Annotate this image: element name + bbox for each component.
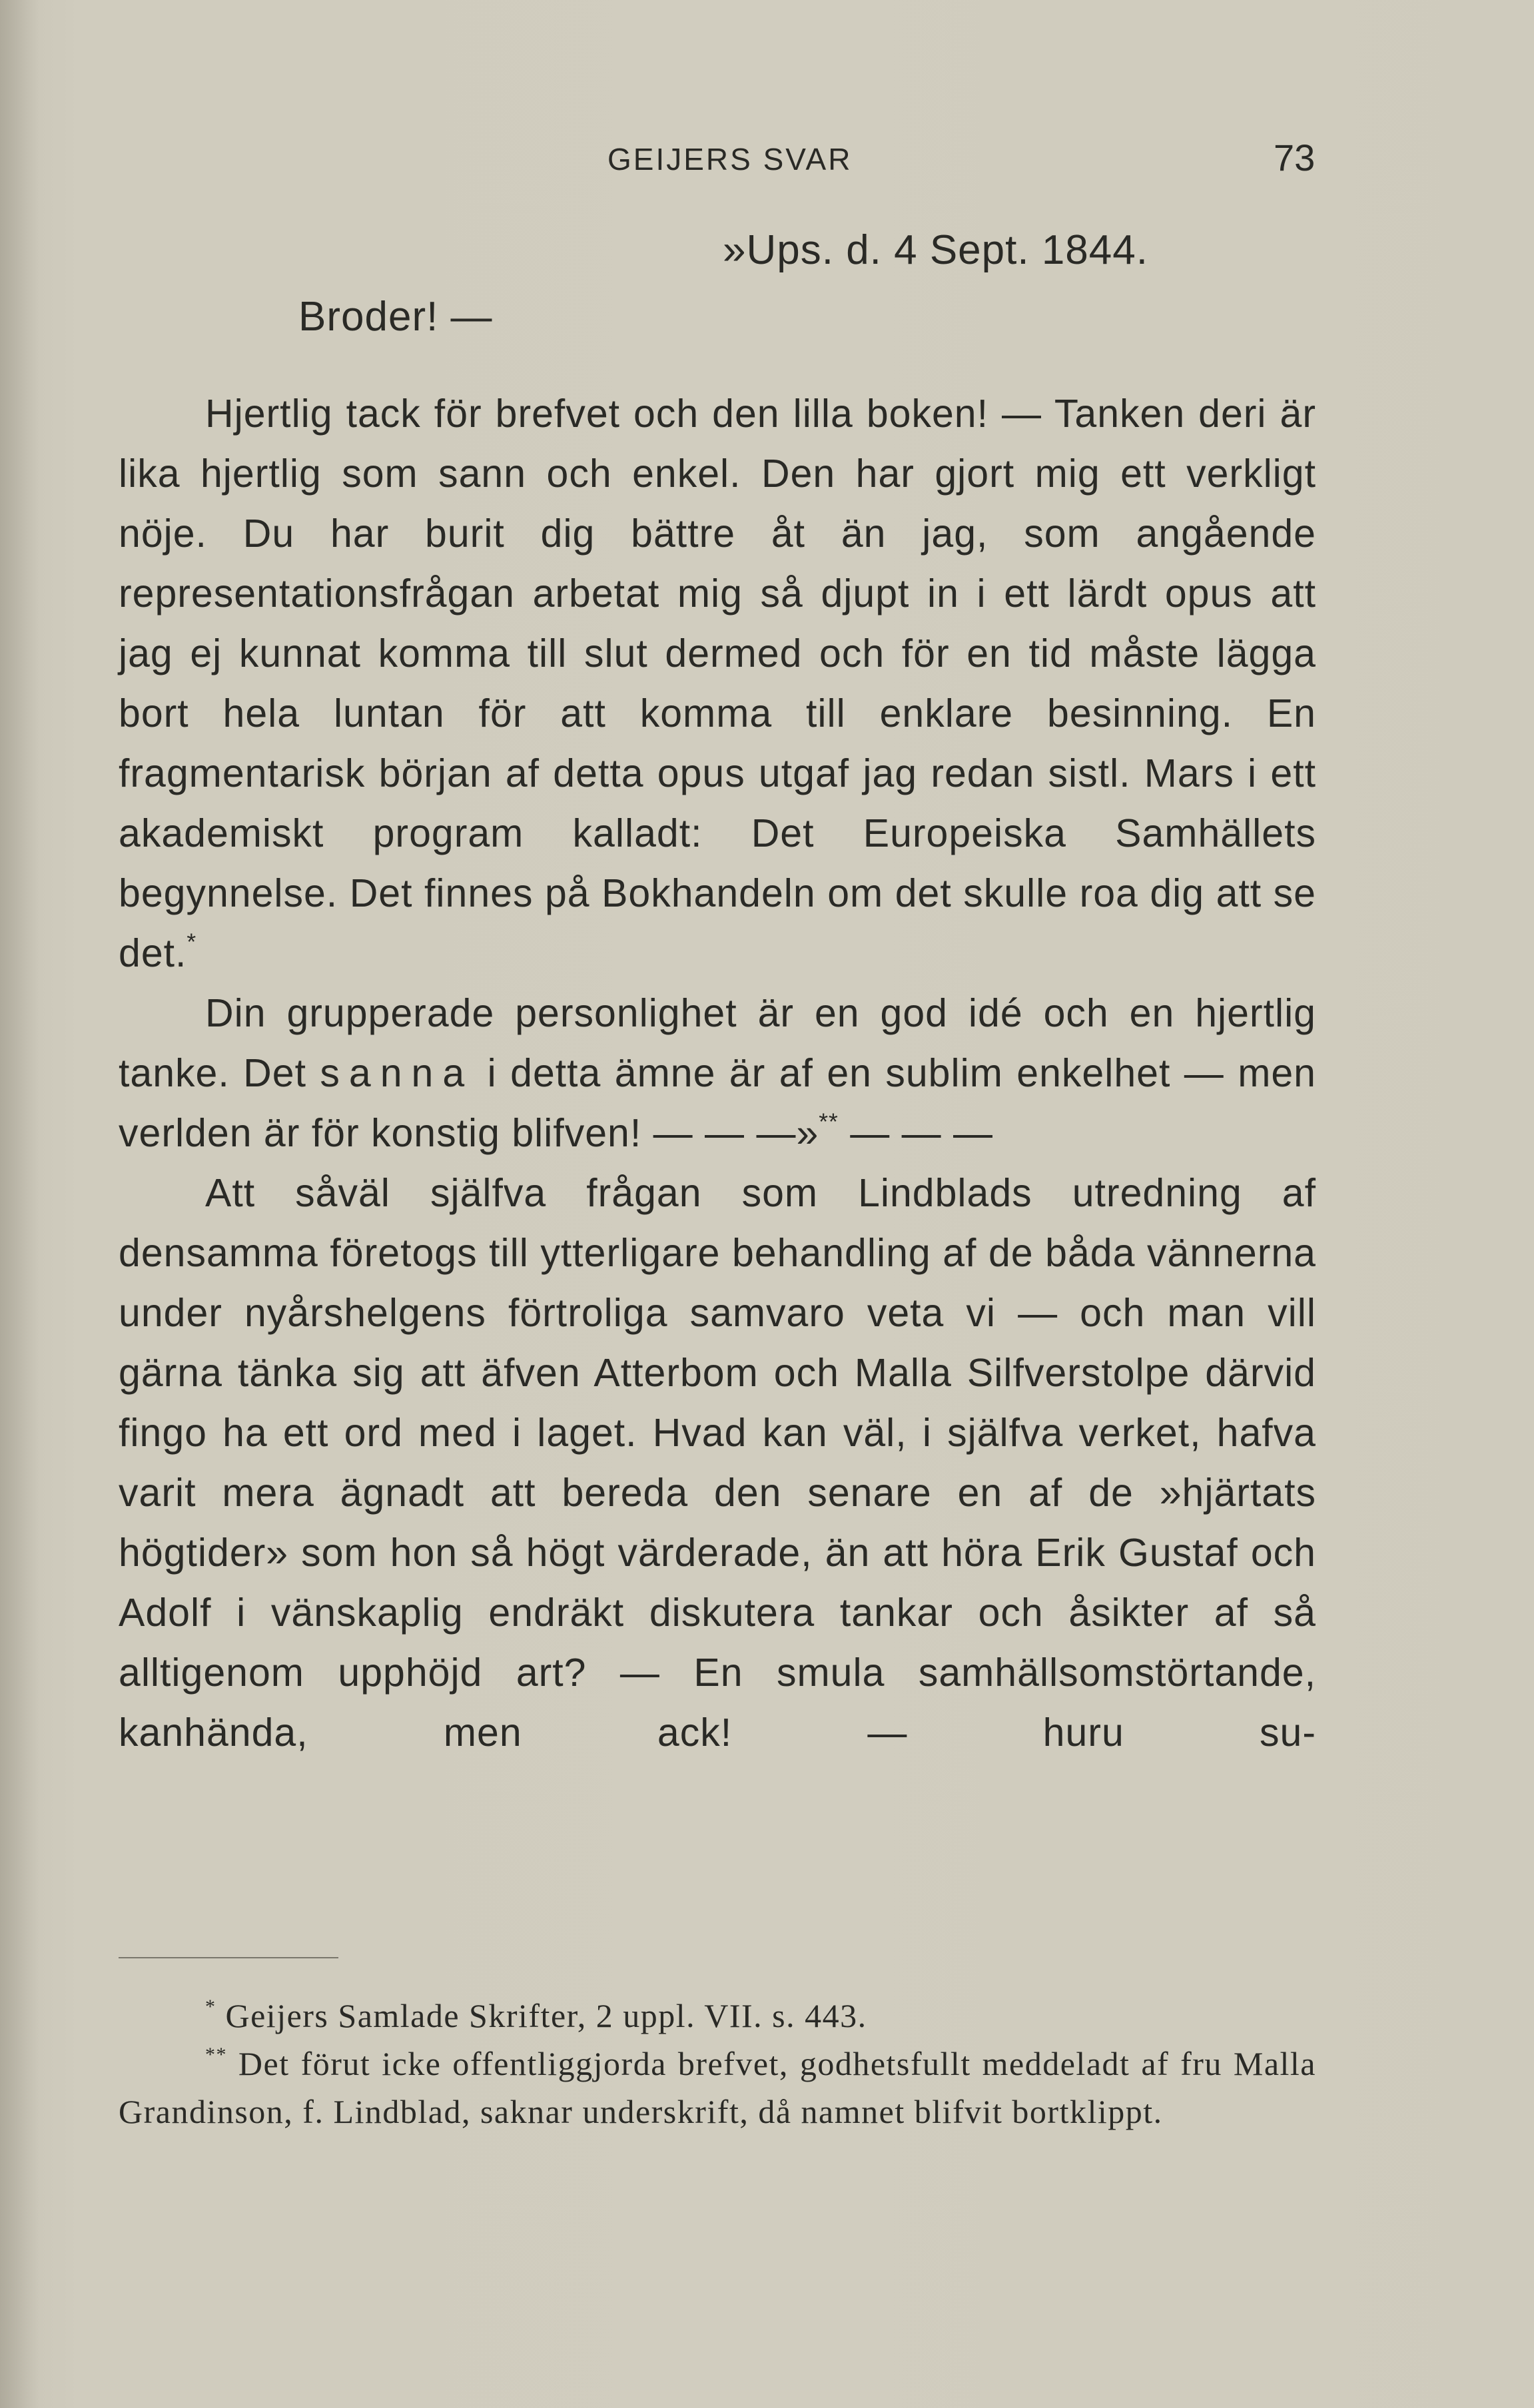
letter-paragraph-1 xyxy=(119,384,1316,983)
footnote-1-text: Geijers Samlade Skrifter, 2 uppl. VII. s. 443. xyxy=(216,1997,867,2034)
letter-paragraph-1-text: Hjertlig tack för brefvet och den lilla boken! — Tanken deri är lika hjertlig som sann och enkel. Den har gjort mig ett verkligt nöje. Du har burit dig bättre åt än jag, som angående representationsfrågan arbetat mig så djupt in i ett lärdt opus att jag ej kunnat komma till slut dermed och för en tid måste lägga bort hela luntan för att komma till enklare besinning. En fragmentarisk början af detta opus utgaf jag redan sistl. Mars i ett akademiskt program kalladt: Det Europeiska Samhällets begynnelse. Det finnes på Bokhandeln om det skulle roa dig att se det. xyxy=(119,392,1316,975)
commentary-paragraph xyxy=(119,1163,1316,1763)
letter-paragraph-2-before: Din grupperade personlighet är en god idé och en hjertlig tanke. Det xyxy=(119,991,1316,1095)
commentary-paragraph-text: Att såväl själfva frågan som Lindblads utredning af densamma företogs till ytterligare behandling af de båda vännerna under nyårshelgens förtroliga samvaro veta vi — och man vill gärna tänka sig att äfven Atterbom och Malla Silfverstolpe därvid fingo ha ett ord med i laget. Hvad kan väl, i själfva verket, hafva varit mera ägnadt att bereda den senare en af de »hjärtats högtider» som hon så högt värderade, än att höra Erik Gustaf och Adolf i vänskaplig endräkt diskutera tankar och åsikter af så alltigenom upphöjd art? — En smula samhällsomstörtande, kanhända, men ack! — huru su- xyxy=(119,1171,1316,1755)
page-number: 73 xyxy=(1274,137,1316,179)
running-head xyxy=(0,137,1534,181)
letter-paragraph-2 xyxy=(119,983,1316,1163)
footnotes xyxy=(119,1992,1316,2136)
letter-salutation: Broder! — xyxy=(298,294,493,340)
letter-paragraph-2-spaced-word: sanna xyxy=(320,1051,474,1095)
footnote-rule xyxy=(119,1957,338,1958)
running-title: GEIJERS SVAR xyxy=(607,142,853,177)
letter-paragraph-2-after: i detta ämne är af en sublim enkelhet — men verlden är för konstig blifven! — — —» xyxy=(119,1051,1316,1155)
footnote-1 xyxy=(119,1992,1316,2040)
body-text xyxy=(119,384,1316,1763)
gutter-shadow xyxy=(0,0,40,2408)
footnote-ref-1: * xyxy=(187,929,197,956)
letter-paragraph-2-tail: — — — xyxy=(838,1111,993,1155)
footnote-2-text: Det förut icke offentliggjorda brefvet, godhetsfullt meddeladt af fru Malla Grandinson, f. Lindblad, saknar underskrift, då namnet blifvit bortklippt. xyxy=(119,2045,1316,2130)
letter-dateline: »Ups. d. 4 Sept. 1844. xyxy=(723,227,1148,273)
footnote-2-mark: ** xyxy=(205,2044,227,2066)
footnote-ref-2: ** xyxy=(819,1108,839,1136)
footnote-2 xyxy=(119,2040,1316,2136)
footnote-1-mark: * xyxy=(205,1996,216,2018)
